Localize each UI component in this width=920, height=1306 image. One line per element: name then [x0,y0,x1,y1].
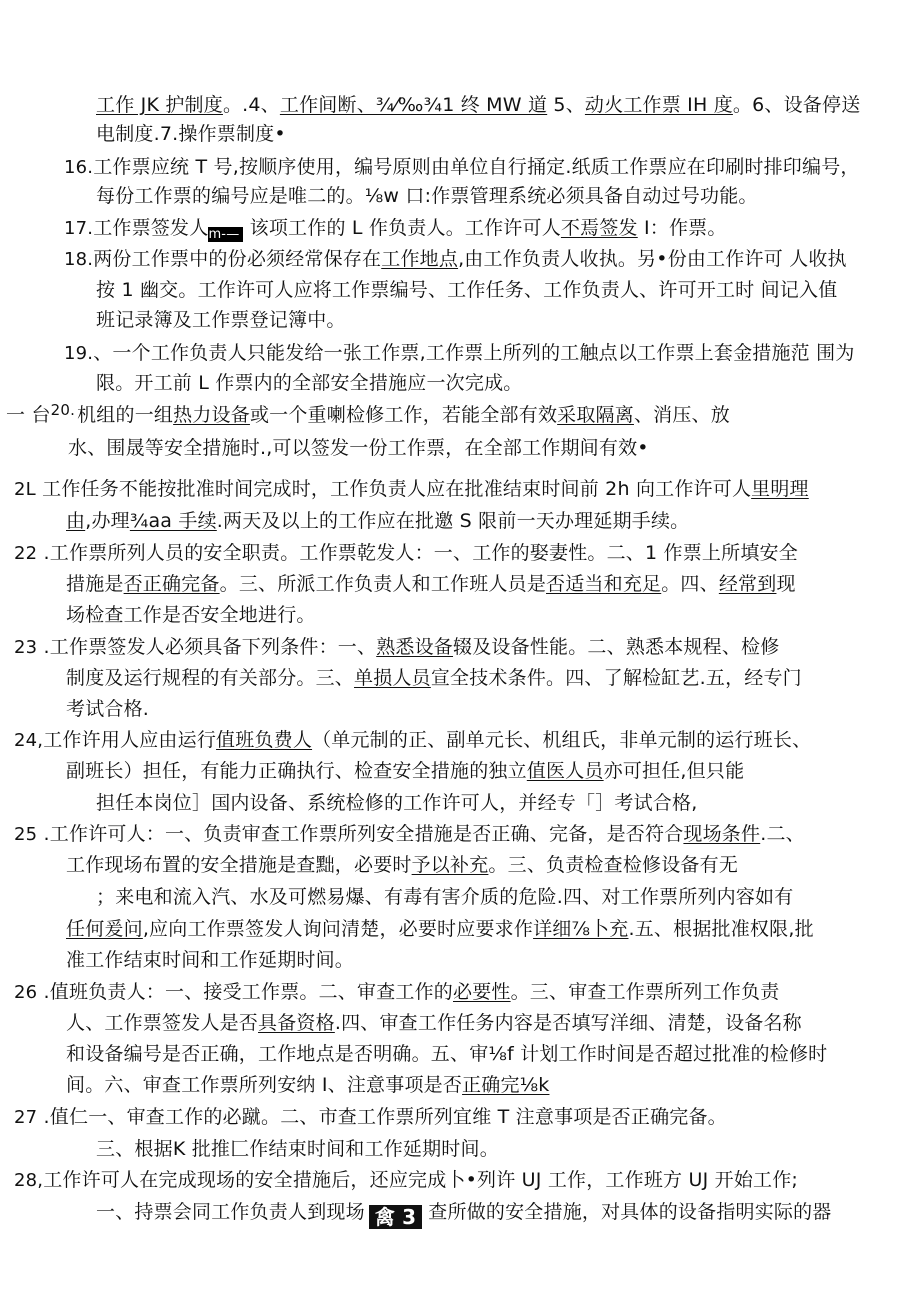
line-11 [6,403,730,428]
text-underlined: 正确完⅛k [462,1074,550,1096]
text: .两天及以上的工作应在批邀 S 限前一天办理延期手续。 [216,510,690,532]
text-underlined: 否正确完备 [123,573,220,595]
stamp-block: 禽 3 [369,1205,422,1229]
text: 副班长）担任，有能力正确执行、检查安全措施的独立 [66,760,527,782]
text: .工作许可人：一、负责审查工作票所列安全措施是否正确、完备，是否符合 [37,823,684,845]
text: 措施是 [66,573,124,595]
item-number: 26 [14,982,38,1003]
line-14 [66,509,689,533]
line-9 [64,341,855,366]
line-3 [64,155,860,180]
text: 、一个工作负责人只能发给一张工作票,工作票上所列的工触点以工作票上套金措施范 围为 [93,342,855,364]
text: 。6、设备停送 [732,94,861,116]
text-underlined: 值医人员 [526,760,604,782]
line-32 [66,1073,549,1097]
text-underlined: ¾aa 手续 [129,510,217,532]
line-26: ；来电和流入汽、水及可燃易爆、有毒有害介质的危险.四、对工作票所列内容如有 [96,886,794,908]
line-18 [14,635,779,660]
text: .五、根据批准权限,批 [628,918,814,940]
line-30 [66,1011,802,1035]
text: 三、根据 [96,1138,173,1160]
line-25 [66,853,738,877]
line-7: 按 1 幽交。工作许可人应将工作票编号、工作任务、工作负责人、许可开工时 间记入值 [96,279,838,301]
text: ,应向工作票签发人询问清楚，必要时应要求作 [142,918,534,940]
text: 工作任务不能按批准时间完成时，工作负责人应在批准结束时间前 2h 向工作许可人 [35,478,752,500]
item-number: 20. [50,401,76,419]
text-underlined: 予以补充 [411,854,489,876]
text: 工作许可人在完成现场的安全措施后，还应完成卜•列许 UJ 工作，工作班方 UJ 开始工作; [43,1169,799,1191]
line-20: 考试合格. [66,698,150,720]
text: 辍及设备性能。二、熟悉本规程、检修 [453,636,780,658]
line-16 [66,572,796,596]
text-underlined: 不焉签发 [560,217,638,239]
line-23 [96,791,697,815]
line-22 [66,759,744,783]
text: 工作票签发人 [93,217,209,239]
text: 。四、 [661,573,719,595]
text-underlined: 工作间断、¾⁄‰¾1 终 MW 道 [279,94,548,116]
text: 工作现场布置的安全措施是查黜，必要时 [66,854,412,876]
line-4: 每份工作票的编号应是唯二的。⅛w 口:作票管理系统必须具备自动过号功能。 [96,185,758,207]
text-underlined: 详细⅞卜充 [533,918,629,940]
text: 。.4、 [222,94,280,116]
line-21 [14,728,811,753]
line-15 [14,541,798,566]
text-underlined: 热力设备 [173,404,250,426]
redaction-block: m-— [208,227,243,242]
line-27 [66,917,814,941]
text: .值班负责人：一、接受工作票。二、审查工作的 [37,981,453,1003]
text: ,由工作负责人收执。另•份由工作许可 人收执 [458,248,847,270]
line-6 [64,247,847,272]
line-19 [66,666,802,690]
line-8: 班记录簿及工作票登记簿中。 [96,309,346,331]
item-number: 16. [64,157,94,178]
text: 间。六、审查工作票所列安纳 I、注意事项是否 [66,1074,463,1096]
text-underlined: 否适当和充足 [546,573,662,595]
text: .二、 [760,823,805,845]
item-number: 25 [14,824,38,845]
text-underlined: 熟悉设备 [376,636,454,658]
text: ,办理 [85,510,130,532]
text: K 批推匚作结束时间和工作延期时间。 [172,1138,499,1160]
text-underlined: 必要性 [453,981,511,1003]
text: I：作票。 [637,217,727,239]
item-number: 24, [14,730,44,751]
line-36 [96,1200,832,1232]
line-28: 准工作结束时间和工作延期时间。 [66,949,355,971]
item-number: 17. [64,218,94,239]
text-underlined: 工作 JK 护制度 [96,94,223,116]
item-number: 27 [14,1107,38,1128]
line-2: 电制度.7.操作票制度• [96,123,286,145]
text: 。三、负责检查检修设备有无 [488,854,739,876]
line-24 [14,822,805,847]
text: 查所做的安全措施，对具体的设备指明实际的器 [428,1201,832,1223]
text-underlined: 采取隔离 [557,404,634,426]
text: 一 台 [6,404,51,426]
text-underlined: 里明理 [751,478,809,500]
text: 或一个重喇检修工作，若能全部有效 [249,404,558,426]
text-underlined: 任何爰问 [66,918,143,940]
text-underlined: 经常到 [718,573,777,595]
text: 工作许用人应由运行 [43,729,217,751]
item-number: 22 [14,543,38,564]
text: 机组的一组 [77,404,174,426]
text: 国内设备、系统检修的工作许可人，并经专「］考试合格, [211,792,698,814]
line-34 [96,1137,499,1161]
line-12: 水、围晟等安全措施时.,可以签发一份工作票，在全部工作期间有效• [68,437,649,459]
line-35 [14,1168,798,1193]
text-underlined: 由 [66,510,86,532]
item-number: 2L [14,479,36,500]
text: 亦可担任,但只能 [603,760,745,782]
text-underlined: 具备资格 [258,1012,335,1034]
text: 工作票应统 T 号,按顺序使用，编号原则由单位自行捅定.纸质工作票应在印刷时排印编号， [93,156,860,178]
line-10: 限。开工前 L 作票内的全部安全措施应一次完成。 [96,372,523,394]
line-1 [96,93,860,117]
text: .工作票签发人必须具备下列条件：一、 [37,636,377,658]
text-underlined: 现场条件 [683,823,761,845]
item-number: 18. [64,249,94,270]
text: .四、审查工作任务内容是否填写洋细、清楚，设备名称 [334,1012,802,1034]
text: 该项工作的 L 作负责人。工作许可人 [243,217,561,239]
text: 人、工作票签发人是否 [66,1012,259,1034]
line-29 [14,980,779,1005]
text: 。三、所派工作负责人和工作班人员是 [219,573,547,595]
text: 5、 [547,94,585,116]
line-13 [14,477,809,502]
text: 担任本岗位］ [96,792,212,814]
line-17: 场检查工作是否安全地进行。 [66,604,316,626]
text-underlined: 单损人员 [354,667,431,689]
text-underlined: 工作地点 [381,248,459,270]
line-31: 和设备编号是否正确，工作地点是否明确。五、审⅛f 计划工作时间是否超过批准的检修时 [66,1043,828,1065]
line-33 [14,1105,727,1130]
text: 宣全技术条件。四、了解检缸艺.五，经专门 [430,667,802,689]
text: 两份工作票中的份必须经常保存在 [93,248,382,270]
text: 一、持票会同工作负责人到现场 [96,1201,365,1223]
item-number: 23 [14,637,38,658]
item-number: 19. [64,343,94,364]
item-number: 28, [14,1170,44,1191]
text: 。三、审查工作票所列工作负责 [510,981,780,1003]
text: .工作票所列人员的安全职责。工作票乾发人：一、工作的娶妻性。二、1 作票上所填安全 [37,542,798,564]
text: （单元制的正、副单元长、机组氏，非单元制的运行班长、 [312,729,812,751]
text: .值仁一、审查工作的必蹴。二、市查工作票所列宜维 T 注意事项是否正确完备。 [37,1106,727,1128]
text: 、消压、放 [633,404,730,426]
text: 制度及运行规程的有关部分。三、 [66,667,355,689]
text: 现 [776,573,796,595]
line-5 [64,216,727,248]
text-underlined: 值班负费人 [216,729,313,751]
text-underlined: 动火工作票 IH 度 [584,94,733,116]
